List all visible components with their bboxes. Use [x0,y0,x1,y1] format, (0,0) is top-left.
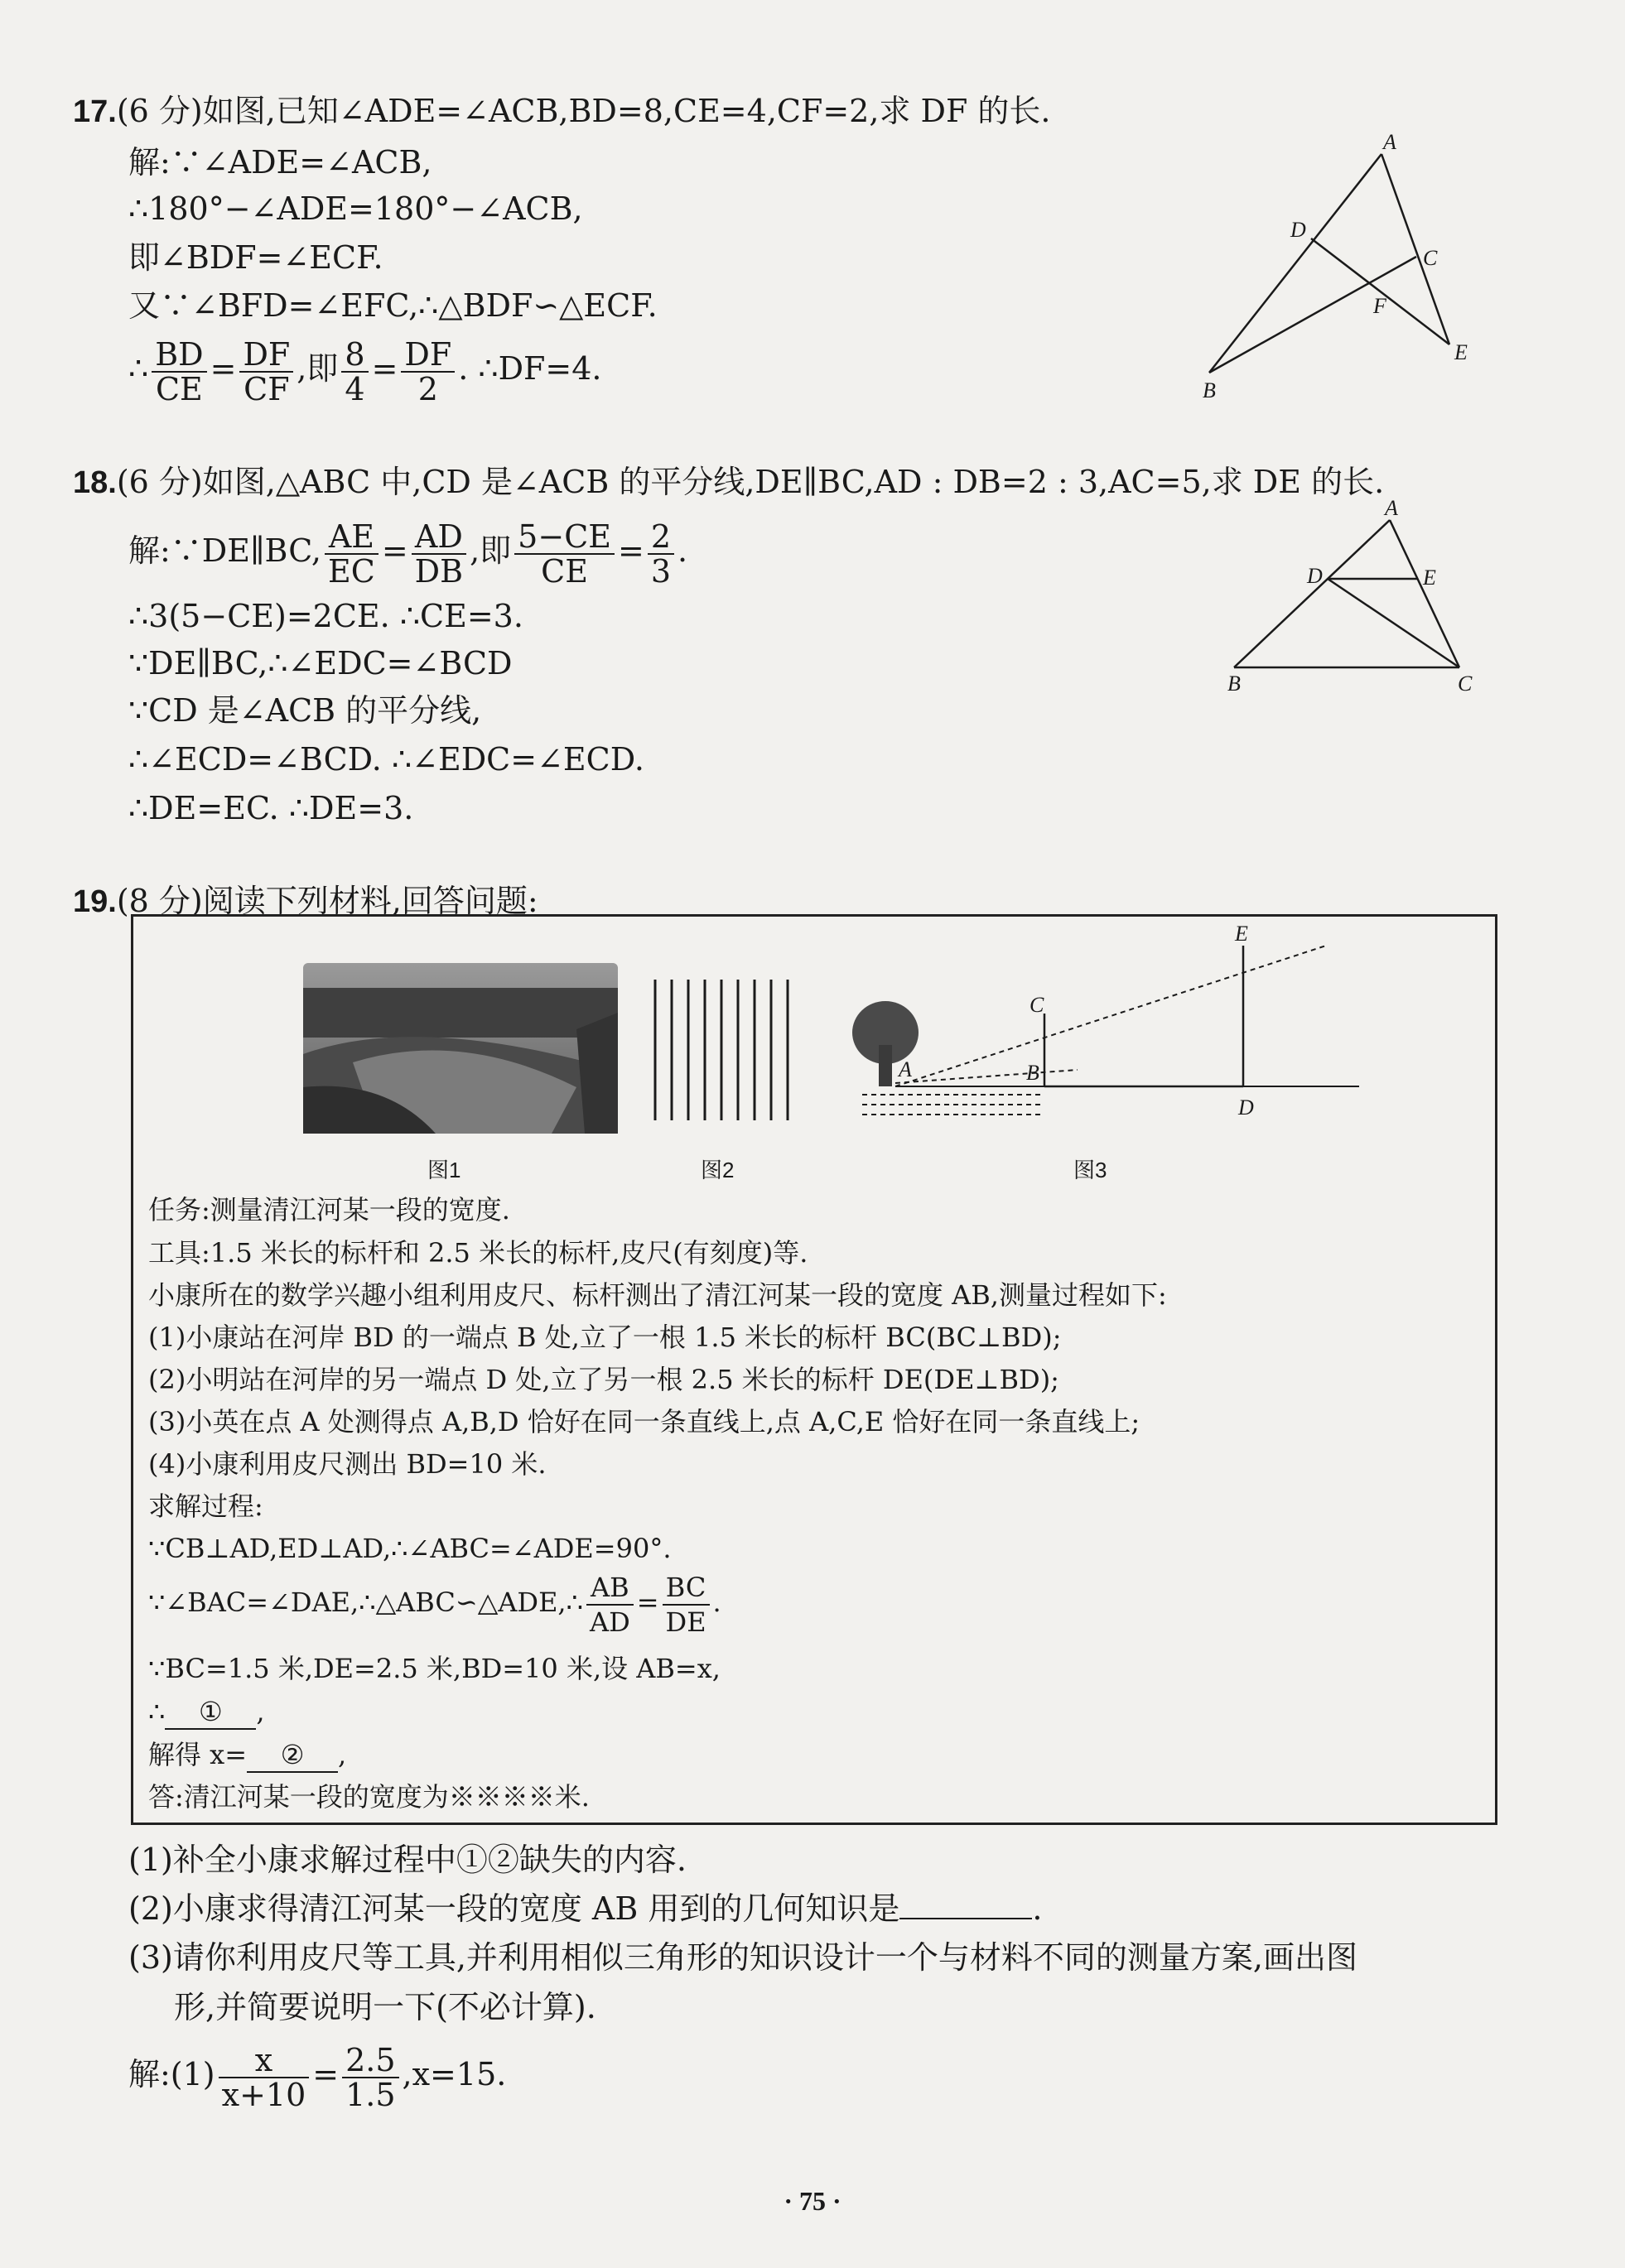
label-e: E [1235,922,1248,946]
frac-den: x+10 [221,2076,306,2113]
q19-part-2 [128,1889,1042,1929]
q17-line-3: 即∠BDF=∠ECF. [128,239,383,276]
box-line-7: (4)小康利用皮尺测出 BD=10 米. [148,1448,547,1480]
solution-frac-1 [219,2041,310,2113]
frac-num: 8 [341,338,368,373]
solution-prefix: 解:(1) [128,2056,215,2092]
q17-stem [73,91,1051,132]
q18-frac-2 [412,520,466,588]
figure-1-photo [303,963,618,1134]
frac-den: EC [328,552,375,590]
q17-frac-3 [341,335,368,407]
blank-1: ① [165,1695,256,1730]
equals: = [381,532,408,569]
q17-final-prefix: ∴ [128,350,149,387]
equals: = [618,532,644,569]
equals: = [210,350,237,387]
box-frac-1 [586,1571,634,1639]
q19-part-2-tail: . [1032,1890,1043,1927]
box-line-9: ∵CB⊥AD,ED⊥AD,∴∠ABC=∠ADE=90°. [148,1533,672,1564]
q18-first-prefix: 解:∵DE∥BC, [128,532,321,569]
part-2-blank[interactable] [899,1890,1032,1919]
caption-fig1: 图1 [427,1158,461,1182]
frac-num: BC [663,1571,710,1606]
frac-den: DB [414,552,464,590]
q17-frac-2 [239,335,293,407]
q18-number: 18. [73,465,117,500]
box-line-4: (1)小康站在河岸 BD 的一端点 B 处,立了一根 1.5 米长的标杆 BC(BC⊥BD); [148,1322,1062,1353]
q18-stem-text: (6 分)如图,△ABC 中,CD 是∠ACB 的平分线,DE∥BC,AD : DB=2 : 3,AC=5,求 DE 的长. [116,464,1385,500]
label-b: B [1203,378,1216,402]
q18-first-line [128,513,687,588]
label-b: B [1026,1061,1039,1085]
q17-final-suffix: . ∴DF=4. [458,350,602,387]
frac-num: x [219,2044,310,2078]
label-d: D [1307,564,1323,588]
frac-num: DF [401,338,455,373]
frac-den: 1.5 [345,2076,396,2113]
equals: = [371,350,398,387]
label-c: C [1029,993,1044,1017]
frac-num: AD [412,520,466,555]
q18-line-4: ∴∠ECD=∠BCD. ∴∠EDC=∠ECD. [128,741,644,778]
frac-den: CE [155,370,203,407]
q17-final-mid: ,即 [297,350,339,387]
frac-num: AB [586,1571,634,1606]
segment-dc [1328,579,1459,667]
blank2-prefix: 解得 x= [148,1739,248,1770]
frac-den: 3 [650,552,672,590]
label-a: A [1383,130,1396,154]
q17-line-2: ∴180°−∠ADE=180°−∠ACB, [128,190,583,227]
q18-line-5: ∴DE=EC. ∴DE=3. [128,790,414,826]
q18-line-2: ∵DE∥BC,∴∠EDC=∠BCD [128,645,513,681]
label-c: C [1458,672,1473,696]
label-a: A [899,1057,912,1081]
box-line-6: (3)小英在点 A 处测得点 A,B,D 恰好在同一条直线上,点 A,C,E 恰好在同一条直线上; [148,1406,1140,1437]
box-frac-line [148,1569,721,1639]
segment-ae [1381,154,1449,344]
blank1-suffix: , [256,1696,265,1727]
frac-num: AE [325,520,379,555]
frac-den: CF [244,370,290,407]
frac-den: DE [665,1606,706,1638]
q18-frac-3 [514,520,615,588]
q19-part-1: (1)补全小康求解过程中①②缺失的内容. [128,1842,687,1878]
box-frac-suffix: . [712,1587,721,1618]
frac-num: 2 [648,520,674,555]
q18-figure [1209,497,1507,704]
box-line-3: 小康所在的数学兴趣小组利用皮尺、标杆测出了清江河某一段的宽度 AB,测量过程如下: [148,1279,1167,1311]
frac-den: 2 [417,370,438,407]
label-f: F [1373,294,1386,318]
q17-line-4: 又∵∠BFD=∠EFC,∴△BDF∽△ECF. [128,287,658,324]
solution-suffix: ,x=15. [402,2056,507,2092]
box-blank-1-line [148,1695,265,1730]
material-box [131,914,1497,1825]
blank2-suffix: , [338,1739,347,1770]
segment-ac [1390,520,1459,667]
q18-line-3: ∵CD 是∠ACB 的平分线, [128,692,482,729]
label-e: E [1423,566,1436,590]
q17-final-line [128,331,602,406]
q18-line-1: ∴3(5−CE)=2CE. ∴CE=3. [128,598,523,634]
caption-fig3: 图3 [1073,1158,1107,1182]
solution-frac-2 [342,2041,398,2113]
q19-part-3-cont: 形,并简要说明一下(不必计算). [174,1989,596,2025]
frac-den: AD [589,1606,630,1638]
q18-frac-4 [648,520,674,588]
label-a: A [1385,497,1398,520]
label-b: B [1227,672,1241,696]
box-given: ∵BC=1.5 米,DE=2.5 米,BD=10 米,设 AB=x, [148,1653,721,1684]
figure-3-diagram [846,921,1442,1153]
segment-ab [1234,520,1390,667]
q17-frac-1 [152,335,206,407]
blank1-prefix: ∴ [148,1696,166,1727]
frac-num: 5−CE [514,520,615,555]
equals: = [312,2056,340,2092]
box-line-1: 任务:测量清江河某一段的宽度. [148,1194,510,1225]
q19-part-2-text: (2)小康求得清江河某一段的宽度 AB 用到的几何知识是 [128,1890,900,1927]
page-number: · 75 · [784,2186,841,2216]
q17-frac-4 [401,335,455,407]
caption-fig2: 图2 [701,1158,735,1182]
segment-ab [1209,154,1381,373]
q19-part-3: (3)请你利用皮尺等工具,并利用相似三角形的知识设计一个与材料不同的测量方案,画出图 [128,1939,1357,1976]
blank-2: ② [247,1738,338,1773]
frac-num: DF [239,338,293,373]
frac-den: 4 [345,370,365,407]
equals: = [636,1587,659,1618]
q18-first-suffix: . [677,532,688,569]
sight-line-ab [895,1070,1078,1083]
q17-line-1: 解:∵∠ADE=∠ACB, [128,144,432,181]
q18-first-mid: ,即 [470,532,512,569]
q19-stem-text: (8 分)阅读下列材料,回答问题: [116,883,538,919]
q19-number: 19. [73,884,117,919]
box-blank-2-line [148,1738,346,1773]
q17-stem-text: (6 分)如图,已知∠ADE=∠ACB,BD=8,CE=4,CF=2,求 DF 的长. [116,93,1051,129]
figure-2-lines [647,971,804,1129]
label-e: E [1454,340,1468,364]
box-line-2: 工具:1.5 米长的标杆和 2.5 米长的标杆,皮尺(有刻度)等. [148,1237,808,1269]
box-answer: 答:清江河某一段的宽度为※※※※米. [148,1781,590,1813]
frac-num: BD [152,338,206,373]
label-d: D [1238,1095,1254,1120]
q18-frac-1 [325,520,379,588]
q19-solution [128,2037,506,2112]
box-line-5: (2)小明站在河岸的另一端点 D 处,立了另一根 2.5 米长的标杆 DE(DE⊥BD); [148,1364,1059,1395]
sight-line-ace [895,946,1326,1086]
label-c: C [1423,246,1438,270]
box-frac-prefix: ∵∠BAC=∠DAE,∴△ABC∽△ADE,∴ [148,1587,583,1618]
q17-figure [1184,124,1499,406]
box-frac-2 [663,1571,710,1639]
label-d: D [1290,218,1306,242]
q18-stem [73,462,1384,503]
q17-number: 17. [73,94,117,129]
frac-den: CE [541,552,588,590]
frac-num: 2.5 [342,2044,398,2078]
box-line-8: 求解过程: [148,1490,263,1522]
